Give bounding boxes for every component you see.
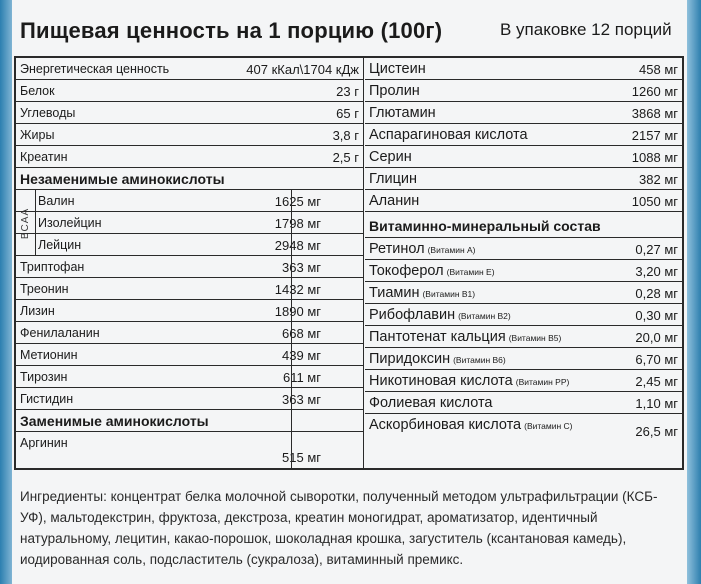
table-row bbox=[16, 322, 363, 344]
table-row-heading bbox=[16, 168, 363, 190]
table-row-heading bbox=[16, 410, 363, 432]
row-value: 65 г bbox=[336, 106, 359, 121]
table-row bbox=[16, 234, 363, 256]
row-value: 3,8 г bbox=[332, 128, 359, 143]
table-row bbox=[365, 58, 682, 80]
row-name: Триптофан bbox=[20, 260, 85, 274]
row-name: Глицин bbox=[369, 171, 418, 187]
table-row bbox=[365, 124, 682, 146]
vitamin-name: Пантотенат кальция bbox=[369, 329, 506, 345]
row-name: Треонин bbox=[20, 282, 69, 296]
vitamin-note: (Витамин РР) bbox=[515, 377, 570, 387]
vitamin-name: Никотиновая кислота bbox=[369, 373, 513, 389]
row-name bbox=[369, 395, 495, 411]
row-name bbox=[369, 329, 561, 345]
row-value: 0,30 мг bbox=[635, 308, 678, 323]
table-row-energy bbox=[16, 58, 363, 80]
row-name: Лейцин bbox=[38, 238, 82, 252]
vitamin-note: (Витамин В1) bbox=[422, 289, 476, 299]
table-row bbox=[16, 278, 363, 300]
table-row bbox=[365, 146, 682, 168]
row-name bbox=[369, 351, 506, 367]
vitamin-note: (Витамин В2) bbox=[458, 311, 511, 321]
row-value: 2157 мг bbox=[631, 128, 678, 143]
ingredients-text: Ингредиенты: концентрат белка молочной сыворотки, полученный методом ультрафильтрации (КСБ-УФ), мальтодекстрин, фруктоза, декстроза, креатин моногидрат, ароматизатор, идентичный натуральному, лецитин, какао-порошок, шоколадная крошка, загуститель (ксантановая камедь), иодированная соль, подсластитель (сукралоза), витаминный премикс. bbox=[20, 489, 658, 567]
row-value: 363 мг bbox=[282, 260, 321, 275]
table-row bbox=[365, 190, 682, 212]
row-value: 26,5 мг bbox=[635, 424, 678, 439]
package-edge-right bbox=[687, 0, 701, 584]
row-name bbox=[369, 285, 475, 301]
row-name: Фенилаланин bbox=[20, 326, 100, 340]
vitamin-note: (Витамин В6) bbox=[453, 355, 506, 365]
table-row bbox=[365, 348, 682, 370]
row-value: 3,20 мг bbox=[635, 264, 678, 279]
table-row bbox=[16, 300, 363, 322]
row-name: Метионин bbox=[20, 348, 78, 362]
nutrition-title: Пищевая ценность на 1 порцию (100г) bbox=[20, 18, 443, 43]
table-row bbox=[365, 282, 682, 304]
row-value: 1088 мг bbox=[631, 150, 678, 165]
row-value: 439 мг bbox=[282, 348, 321, 363]
row-value: 1050 мг bbox=[631, 194, 678, 209]
table-row bbox=[16, 102, 363, 124]
row-value: 20,0 мг bbox=[635, 330, 678, 345]
table-row bbox=[365, 414, 682, 444]
row-value: 1260 мг bbox=[631, 84, 678, 99]
row-name: Креатин bbox=[20, 150, 68, 164]
vitamin-name: Фолиевая кислота bbox=[369, 395, 493, 411]
row-name: Глютамин bbox=[369, 105, 436, 121]
row-name: Жиры bbox=[20, 128, 55, 142]
row-name: Тирозин bbox=[20, 370, 68, 384]
row-value: 363 мг bbox=[282, 392, 321, 407]
vitamin-name: Пиридоксин bbox=[369, 351, 451, 367]
row-value: 611 мг bbox=[282, 370, 321, 385]
row-name: Белок bbox=[20, 84, 55, 98]
row-name: Гистидин bbox=[20, 392, 74, 406]
row-value: 382 мг bbox=[639, 172, 678, 187]
vitamin-name: Аскорбиновая кислота bbox=[369, 417, 522, 433]
table-row bbox=[365, 260, 682, 282]
vitamin-note: (Витамин А) bbox=[427, 245, 476, 255]
vitamin-name: Тиамин bbox=[369, 285, 420, 301]
table-row bbox=[16, 256, 363, 278]
row-value: 3868 мг bbox=[631, 106, 678, 121]
row-value: 515 мг bbox=[282, 450, 321, 465]
row-name: Пролин bbox=[369, 83, 420, 99]
table-row bbox=[16, 366, 363, 388]
row-value: 1,10 мг bbox=[635, 396, 678, 411]
row-value: 1432 мг bbox=[274, 282, 321, 297]
vitamin-name: Ретинол bbox=[369, 241, 425, 257]
row-name: Энергетическая ценность bbox=[20, 62, 170, 76]
row-value: 1798 мг bbox=[274, 216, 321, 231]
row-name: Аспарагиновая кислота bbox=[369, 127, 528, 143]
vitamin-note: (Витамин Е) bbox=[446, 267, 495, 277]
vitamin-name: Токоферол bbox=[369, 263, 444, 279]
row-value: 668 мг bbox=[282, 326, 321, 341]
servings-count: В упаковке 12 порций bbox=[500, 20, 672, 39]
row-name bbox=[369, 417, 573, 433]
row-value: 0,28 мг bbox=[635, 286, 678, 301]
table-row bbox=[16, 388, 363, 410]
vitamin-note: (Витамин В5) bbox=[508, 333, 562, 343]
column-divider bbox=[291, 454, 292, 468]
table-row bbox=[16, 432, 363, 468]
table-row bbox=[16, 212, 363, 234]
row-name: Цистеин bbox=[369, 61, 426, 77]
row-value: 6,70 мг bbox=[635, 352, 678, 367]
row-name: Валин bbox=[38, 194, 75, 208]
vitamin-note: (Витамин С) bbox=[524, 421, 573, 431]
nutrition-table bbox=[14, 56, 684, 470]
row-name bbox=[369, 307, 511, 323]
table-row bbox=[365, 326, 682, 348]
row-value: 407 кКал\1704 кДж bbox=[246, 62, 359, 77]
section-heading-vitamins: Витаминно-минеральный состав bbox=[369, 218, 601, 234]
row-name bbox=[369, 373, 569, 389]
table-row bbox=[365, 392, 682, 414]
row-name: Изолейцин bbox=[38, 216, 102, 230]
column-divider bbox=[291, 190, 292, 454]
row-name: Лизин bbox=[20, 304, 55, 318]
table-row-heading bbox=[365, 212, 682, 238]
section-heading-nonessential: Заменимые аминокислоты bbox=[20, 413, 209, 429]
row-name: Серин bbox=[369, 149, 412, 165]
column-separator bbox=[363, 58, 364, 468]
table-row bbox=[16, 344, 363, 366]
row-value: 458 мг bbox=[639, 62, 678, 77]
table-row bbox=[365, 102, 682, 124]
row-name: Углеводы bbox=[20, 106, 76, 120]
vitamin-name: Рибофлавин bbox=[369, 307, 456, 323]
row-name: Аланин bbox=[369, 193, 420, 209]
row-value: 23 г bbox=[336, 84, 359, 99]
row-value: 2,45 мг bbox=[635, 374, 678, 389]
row-value: 1890 мг bbox=[274, 304, 321, 319]
table-row bbox=[16, 146, 363, 168]
row-name bbox=[369, 241, 476, 257]
table-row bbox=[365, 238, 682, 260]
table-row bbox=[365, 80, 682, 102]
table-row bbox=[365, 304, 682, 326]
table-row bbox=[16, 190, 363, 212]
section-heading-essential: Незаменимые аминокислоты bbox=[20, 171, 225, 187]
table-row bbox=[365, 370, 682, 392]
row-value: 2948 мг bbox=[274, 238, 321, 253]
table-row bbox=[365, 168, 682, 190]
row-name: Аргинин bbox=[20, 436, 68, 450]
row-name bbox=[369, 263, 495, 279]
row-value: 0,27 мг bbox=[635, 242, 678, 257]
package-edge-left bbox=[0, 0, 12, 584]
row-value: 2,5 г bbox=[332, 150, 359, 165]
table-row bbox=[16, 124, 363, 146]
table-row bbox=[16, 80, 363, 102]
bcaa-label: BCAA bbox=[20, 207, 32, 239]
row-value: 1625 мг bbox=[274, 194, 321, 209]
